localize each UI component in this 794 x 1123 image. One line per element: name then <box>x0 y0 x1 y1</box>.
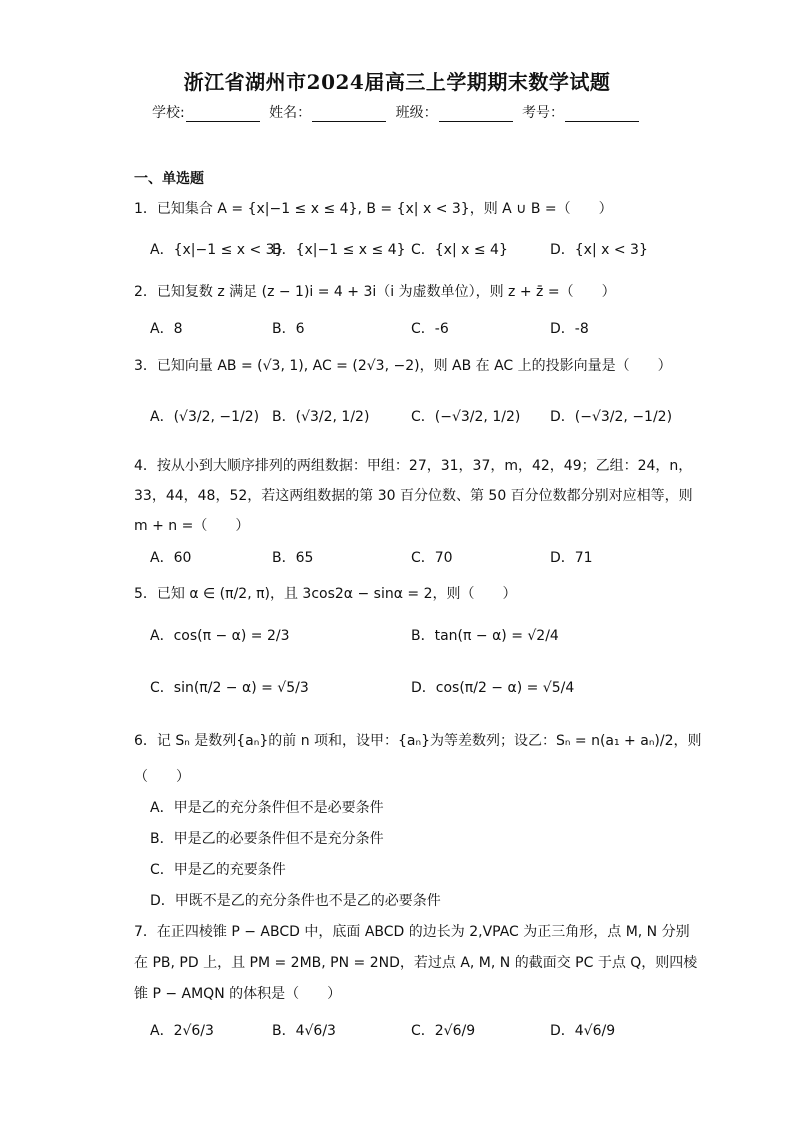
question-4-option-d: D．71 <box>550 550 593 566</box>
question-2-option-a: A．8 <box>150 321 183 337</box>
question-4-option-a: A．60 <box>150 550 192 566</box>
question-6-option-c: C．甲是乙的充要条件 <box>150 862 286 878</box>
question-5-option-c: C．sin(π/2 − α) = √5/3 <box>150 680 309 696</box>
question-7-option-a: A．2√6/3 <box>150 1023 214 1039</box>
question-1-option-b: B．{x|−1 ≤ x ≤ 4} <box>272 242 406 258</box>
question-6-stem-line-1: 6．记 Sₙ 是数列{aₙ}的前 n 项和，设甲：{aₙ}为等差数列；设乙：Sₙ = n(a₁ + aₙ)/2，则 <box>134 733 702 749</box>
question-5-option-a: A．cos(π − α) = 2/3 <box>150 628 290 644</box>
question-7-stem-line-2: 在 PB, PD 上，且 PM = 2MB, PN = 2ND，若过点 A, M, N 的截面交 PC 于点 Q，则四棱 <box>134 955 698 971</box>
name-blank[interactable] <box>312 107 386 122</box>
question-4-stem-line-3: m + n =（ ） <box>134 518 250 534</box>
question-5-option-d: D．cos(π/2 − α) = √5/4 <box>411 680 575 696</box>
question-5-option-b: B．tan(π − α) = √2/4 <box>411 628 559 644</box>
question-2-option-c: C．-6 <box>411 321 449 337</box>
question-1-option-c: C．{x| x ≤ 4} <box>411 242 508 258</box>
question-4-option-b: B．65 <box>272 550 314 566</box>
question-4-stem-line-2: 33，44，48，52，若这两组数据的第 30 百分位数、第 50 百分位数都分别对应相等，则 <box>134 488 693 504</box>
student-info-fields <box>0 102 794 122</box>
question-4-stem-line-1: 4．按从小到大顺序排列的两组数据：甲组：27，31，37，m，42，49；乙组：24，n， <box>134 458 693 474</box>
question-6-stem-line-2: （ ） <box>134 769 190 785</box>
question-3-option-b: B．(√3/2, 1/2) <box>272 409 370 425</box>
question-2-option-d: D．-8 <box>550 321 589 337</box>
question-3-option-d: D．(−√3/2, −1/2) <box>550 409 673 425</box>
question-7-stem-line-1: 7．在正四棱锥 P − ABCD 中，底面 ABCD 的边长为 2,VPAC 为正三角形，点 M, N 分别 <box>134 924 690 940</box>
exam-number-blank[interactable] <box>565 107 639 122</box>
question-6-option-d: D．甲既不是乙的充分条件也不是乙的必要条件 <box>150 893 441 909</box>
school-blank[interactable] <box>186 107 260 122</box>
class-blank[interactable] <box>439 107 513 122</box>
question-7-option-d: D．4√6/9 <box>550 1023 616 1039</box>
question-3-option-c: C．(−√3/2, 1/2) <box>411 409 521 425</box>
question-7-option-c: C．2√6/9 <box>411 1023 476 1039</box>
question-6-option-b: B．甲是乙的必要条件但不是充分条件 <box>150 831 384 847</box>
question-1-option-a: A．{x|−1 ≤ x < 3} <box>150 242 284 258</box>
question-7-option-b: B．4√6/3 <box>272 1023 336 1039</box>
page-title: 浙江省湖州市2024届高三上学期期末数学试题 <box>183 70 611 94</box>
class-label: 班级： <box>395 105 438 121</box>
question-3-option-a: A．(√3/2, −1/2) <box>150 409 260 425</box>
question-7-stem-line-3: 锥 P − AMQN 的体积是（ ） <box>134 986 342 1002</box>
question-5-stem: 5．已知 α ∈ (π/2, π)，且 3cos2α − sinα = 2，则（ ） <box>134 586 517 602</box>
question-6-option-a: A．甲是乙的充分条件但不是必要条件 <box>150 800 384 816</box>
exam-number-label: 考号： <box>522 105 565 121</box>
question-2-option-b: B．6 <box>272 321 305 337</box>
question-3-stem: 3．已知向量 AB = (√3, 1), AC = (2√3, −2)，则 AB 在 AC 上的投影向量是（ ） <box>134 358 672 374</box>
question-2-stem: 2．已知复数 z 满足 (z − 1)i = 4 + 3i（i 为虚数单位），则 z + z̄ =（ ） <box>134 284 616 300</box>
question-1-stem: 1．已知集合 A = {x|−1 ≤ x ≤ 4}, B = {x| x < 3}，则 A ∪ B =（ ） <box>134 201 613 217</box>
section-heading: 一、单选题 <box>134 171 204 187</box>
name-label: 姓名： <box>269 105 312 121</box>
school-label: 学校: <box>151 105 185 121</box>
question-4-option-c: C．70 <box>411 550 453 566</box>
question-1-option-d: D．{x| x < 3} <box>550 242 648 258</box>
